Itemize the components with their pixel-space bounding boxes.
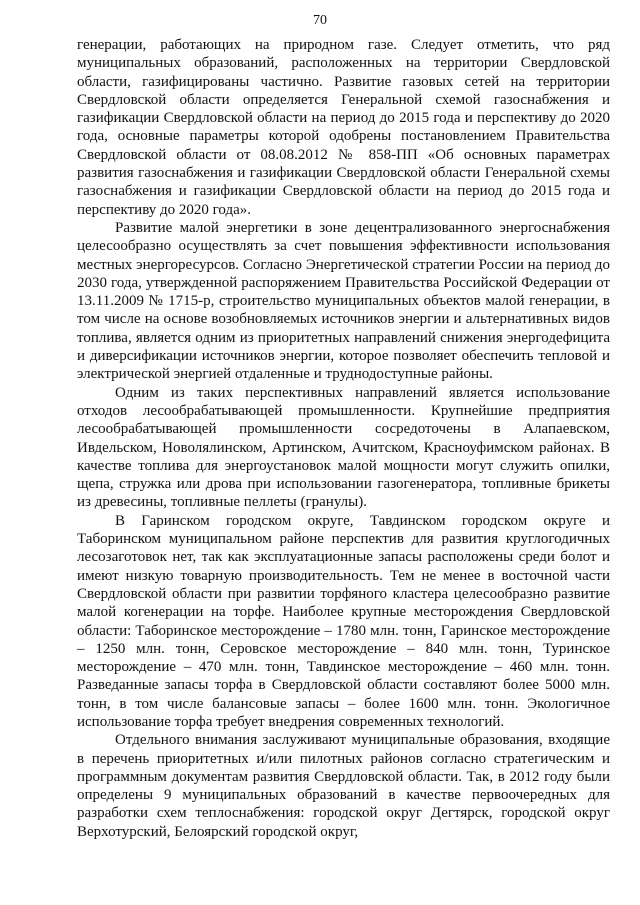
paragraph-priority-districts: Отдельного внимания заслуживают муниципальные образования, входящие в перечень приоритетных и/или пилотных районов согласно стратегическим и программным документам развития Свердловской области. Так, в 2012 году были определены 9 муниципальных образований в качестве первоочередных для разработки схем теплоснабжения: городской округ Дегтярск, городской округ Верхотурский, Белоярский городской округ, — [77, 732, 610, 840]
paragraph-wood-waste: Одним из таких перспективных направлений является использование отходов лесообрабатывающей промышленности. Крупнейшие предприятия лесообрабатывающей промышленности сосредоточены в Алапаевском, Ивдельском, Новолялинском, Артинском, Ачитском, Красноуфимском районах. В качестве топлива для энергоустановок малой мощности могут служить опилки, щепа, стружка или дрова при использовании газогенератора, топливные брикеты из древесины, топливные пеллеты (гранулы). — [77, 384, 610, 511]
paragraph-gas-networks: генерации, работающих на природном газе. Следует отметить, что ряд муниципальных образований, расположенных на территории Свердловской области, газифицированы частично. Развитие газовых сетей на территории Свердловской области определяется Генеральной схемой газоснабжения и газификации Свердловской области на период до 2015 года и перспективу до 2020 года, основные параметры которой одобрены постановлением Правительства Свердловской области от 08.08.2012 № 858-ПП «Об основных параметрах развития газоснабжения и газификации Свердловской области Генеральной схемы газоснабжения и газификации Свердловской области на период до 2015 года и перспективу до 2020 года». — [77, 37, 610, 218]
body-text — [77, 36, 610, 841]
paragraph-peat: В Гаринском городском округе, Тавдинском городском округе и Таборинском муниципальном районе перспектив для развития круглогодичных лесозаготовок нет, так как эксплуатационные запасы расположены среди болот и имеют низкую товарную производительность. Тем не менее в восточной части Свердловской области при развитии торфяного кластера целесообразно развитие малой когенерации на торфе. Наиболее крупные месторождения Свердловской области: Таборинское месторождение – 1780 млн. тонн, Гаринское месторождение – 1250 млн. тонн, Серовское месторождение – 840 млн. тонн, Туринское месторождение – 470 млн. тонн, Тавдинское месторождение – 460 млн. тонн. Разведанные запасы торфа в Свердловской области составляют более 5000 млн. тонн, в том числе балансовые запасы – более 1600 млн. тонн. Экологичное использование торфа требует внедрения современных технологий. — [77, 512, 610, 730]
paragraph-small-energy: Развитие малой энергетики в зоне децентрализованного энергоснабжения целесообразно осуществлять за счет повышения эффективности использования местных энергоресурсов. Согласно Энергетической стратегии России на период до 2030 года, утвержденной распоряжением Правительства Российской Федерации от 13.11.2009 № 1715-р, строительство муниципальных объектов малой генерации, в том числе на основе возобновляемых источников энергии и альтернативных видов топлива, является одним из приоритетных направлений снижения энергодефицита и диверсификации источников энергии, которое позволяет обеспечить тепловой и электрической энергией отдаленные и труднодоступные районы. — [77, 219, 610, 383]
page-number: 70 — [313, 13, 327, 28]
